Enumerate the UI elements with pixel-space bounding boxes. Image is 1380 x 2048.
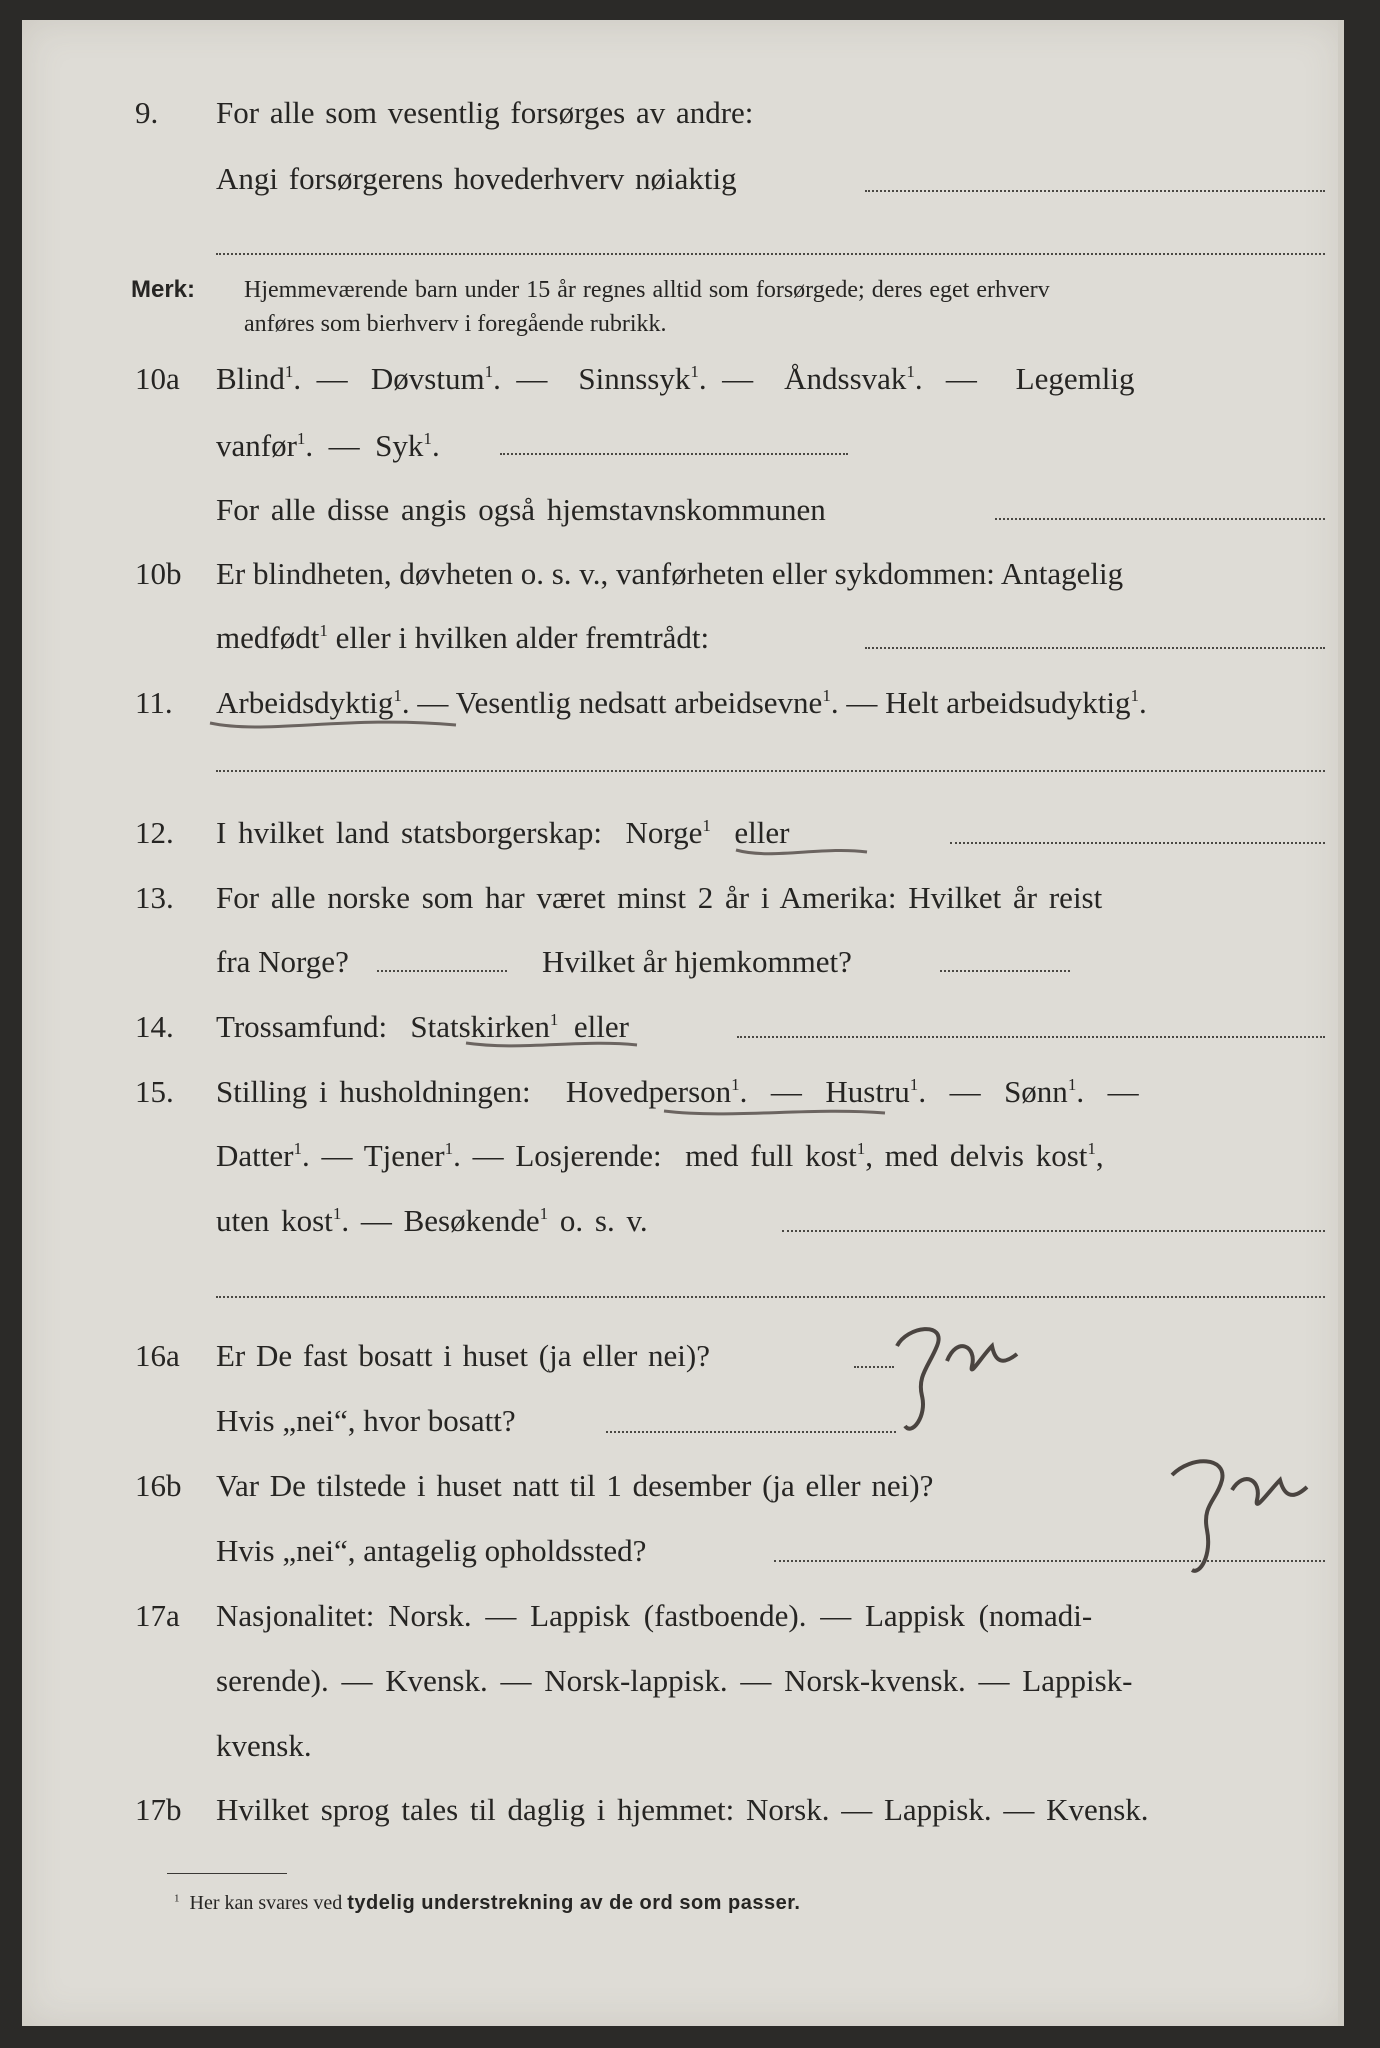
opt-datter[interactable]: Datter (216, 1138, 294, 1173)
opt-andssvak[interactable]: Åndssvak (784, 361, 907, 396)
q17b-line1: Hvilket sprog tales til daglig i hjemmet: Norsk. — Lappisk. — Kvensk. (216, 1792, 1149, 1827)
merk-line2: anføres som bierhverv i foregående rubrikk. (244, 311, 667, 337)
q11-answer-line[interactable] (216, 770, 1325, 772)
q11-number: 11. (135, 685, 173, 720)
q12-answer-line[interactable] (950, 842, 1325, 844)
opt-syk[interactable]: Syk (375, 428, 424, 463)
opt-hovedperson[interactable]: Hovedperson (565, 1074, 732, 1109)
q16a-line1: Er De fast bosatt i huset (ja eller nei)? (216, 1338, 710, 1373)
q13-line2b: Hvilket år hjemkommet? (542, 944, 852, 979)
q17a-line3: kvensk. (216, 1728, 312, 1763)
handwritten-underline-norge (732, 842, 872, 862)
q16b-line2: Hvis „nei“, antagelig opholdssted? (216, 1533, 647, 1568)
q10a-number: 10a (135, 361, 180, 396)
q17a-number: 17a (135, 1598, 180, 1633)
opt-sinnssyk[interactable]: Sinnssyk (578, 361, 691, 396)
q9-line1: For alle som vesentlig forsørges av andre: (216, 95, 754, 130)
q13-line1: For alle norske som har været minst 2 år i Amerika: Hvilket år reist (216, 880, 1103, 915)
q11-line1: Arbeidsdyktig$^1$. — Vesentlig nedsatt arbeidsevne$^1$. — Helt arbeidsudyktig$^1$. (216, 685, 1147, 720)
footnote: $^1$ Her kan svares ved tydelig understrekning av de ord som passer. (174, 1892, 801, 1914)
q16b-number: 16b (135, 1468, 182, 1503)
q14-line1: Trossamfund: Statskirken$^1$ eller (216, 1009, 629, 1044)
opt-hustru[interactable]: Hustru (825, 1074, 910, 1109)
opt-legemlig[interactable]: Legemlig (1015, 361, 1135, 396)
opt-sonn[interactable]: Sønn (1004, 1074, 1068, 1109)
opt-norge[interactable]: Norge (625, 815, 703, 850)
opt-nedsatt[interactable]: Vesentlig nedsatt arbeidsevne (455, 685, 823, 720)
q14-answer-line[interactable] (737, 1036, 1325, 1038)
merk-label: Merk: (131, 276, 196, 303)
q16a-bosatt-line[interactable] (606, 1431, 896, 1433)
q13-hjemkommet-line[interactable] (940, 970, 1070, 972)
q13-line2a: fra Norge? (216, 944, 349, 979)
opt-delvis-kost[interactable]: med delvis kost (884, 1138, 1088, 1173)
q10a-hjemstavn-line[interactable] (995, 518, 1325, 520)
q10b-number: 10b (135, 556, 182, 591)
q15-line1: Stilling i husholdningen: Hovedperson$^1$. — Hustru$^1$. — Sønn$^1$. — (216, 1074, 1139, 1109)
merk-line1: Hjemmeværende barn under 15 år regnes alltid som forsørgede; deres eget erhverv (244, 277, 1050, 303)
q16b-line1: Var De tilstede i huset natt til 1 desember (ja eller nei)? (216, 1468, 934, 1503)
q15-line3: uten kost$^1$. — Besøkende$^1$ o. s. v. (216, 1203, 648, 1238)
opt-vanfor[interactable]: vanfør (216, 428, 297, 463)
q10b-answer-line[interactable] (865, 647, 1325, 649)
opt-arbeidsdyktig[interactable]: Arbeidsdyktig (216, 685, 394, 720)
opt-statskirken[interactable]: Statskirken (410, 1009, 550, 1044)
q10a-line2: vanfør$^1$. — Syk$^1$. (216, 428, 440, 463)
handwritten-underline-statskirken (462, 1035, 642, 1055)
q15-answer-line-2[interactable] (216, 1296, 1325, 1298)
footnote-rule (167, 1873, 287, 1874)
opt-tjener[interactable]: Tjener (363, 1138, 445, 1173)
q16b-opholdssted-line[interactable] (774, 1560, 1325, 1562)
q16a-line2: Hvis „nei“, hvor bosatt? (216, 1403, 516, 1438)
q15-number: 15. (135, 1074, 174, 1109)
opt-blind[interactable]: Blind (216, 361, 285, 396)
q17a-line2: serende). — Kvensk. — Norsk-lappisk. — Norsk-kvensk. — Lappisk- (216, 1663, 1133, 1698)
q14-number: 14. (135, 1009, 174, 1044)
q10b-line2: medfødt$^1$ eller i hvilken alder fremtrådt: (216, 620, 710, 655)
census-form-page (22, 20, 1344, 2026)
q15-line2: Datter$^1$. — Tjener$^1$. — Losjerende: med full kost$^1$, med delvis kost$^1$, (216, 1138, 1104, 1173)
q9-line2: Angi forsørgerens hovederhverv nøiaktig (216, 161, 737, 196)
q12-line1: I hvilket land statsborgerskap: Norge$^1$ eller (216, 815, 790, 850)
q16a-number: 16a (135, 1338, 180, 1373)
q10a-line3: For alle disse angis også hjemstavnskommunen (216, 492, 826, 527)
handwritten-underline-hovedperson (660, 1103, 890, 1123)
opt-besokende[interactable]: Besøkende (403, 1203, 540, 1238)
paper-edge (1338, 20, 1344, 2026)
q10a-answer-line[interactable] (500, 453, 848, 455)
opt-dovstum[interactable]: Døvstum (370, 361, 485, 396)
q12-number: 12. (135, 815, 174, 850)
q13-reist-line[interactable] (377, 970, 507, 972)
q9-number: 9. (135, 95, 159, 130)
opt-full-kost[interactable]: med full kost (685, 1138, 857, 1173)
q9-answer-line[interactable] (865, 190, 1325, 192)
q17a-line1: Nasjonalitet: Norsk. — Lappisk (fastboende). — Lappisk (nomadi- (216, 1598, 1093, 1633)
q10b-line1: Er blindheten, døvheten o. s. v., vanførheten eller sykdommen: Antagelig (216, 556, 1124, 591)
q13-number: 13. (135, 880, 174, 915)
handwritten-underline-arbeidsdyktig (206, 713, 466, 735)
q17b-number: 17b (135, 1792, 182, 1827)
handwritten-answer-ja-16a (877, 1306, 1037, 1446)
opt-medfodt[interactable]: medfødt (216, 620, 320, 655)
q15-answer-line[interactable] (782, 1230, 1325, 1232)
opt-udyktig[interactable]: Helt arbeidsudyktig (885, 685, 1131, 720)
q10a-line1: Blind$^1$. — Døvstum$^1$. — Sinnssyk$^1$. — Åndssvak$^1$. — Legemlig (216, 361, 1135, 396)
opt-uten-kost[interactable]: uten kost (216, 1203, 333, 1238)
q9-answer-line-2[interactable] (216, 253, 1325, 255)
handwritten-answer-ja-16b (1152, 1445, 1322, 1585)
